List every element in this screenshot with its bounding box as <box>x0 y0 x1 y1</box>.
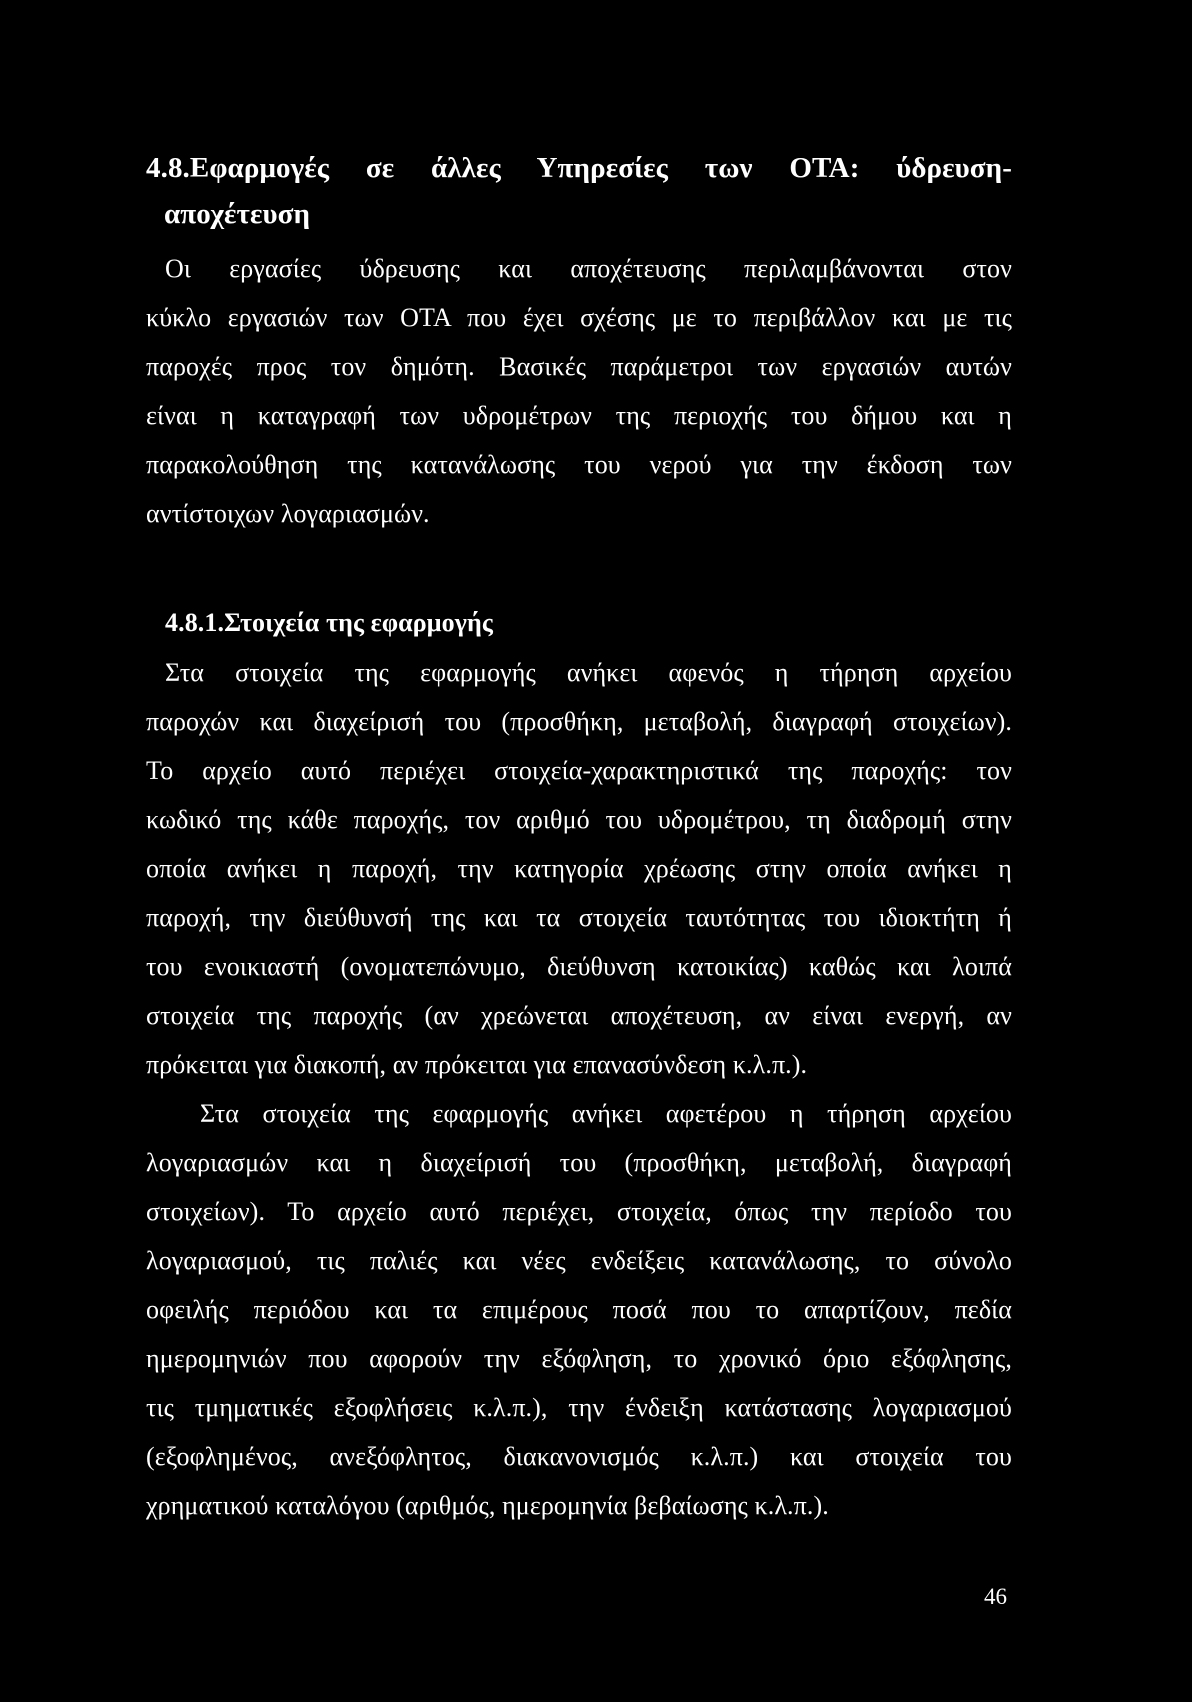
section-heading-line-1: 4.8.Εφαρμογές σε άλλες Υπηρεσίες των ΟΤΑ: ύδρευση- <box>146 152 1012 184</box>
body-line-13: λογαριασμού, τις παλιές και νέες ενδείξεις κατανάλωσης, το σύνολο <box>146 1246 1012 1275</box>
subsection-heading: 4.8.1.Στοιχεία της εφαρμογής <box>165 608 493 637</box>
intro-line-5: παρακολούθηση της κατανάλωσης του νερού για την έκδοση των <box>146 450 1012 479</box>
body-line-16: τις τμηματικές εξοφλήσεις κ.λ.π.), την ένδειξη κατάστασης λογαριασμού <box>146 1393 1012 1422</box>
page-number: 46 <box>984 1584 1007 1609</box>
body-line-12: στοιχείων). Το αρχείο αυτό περιέχει, στοιχεία, όπως την περίοδο του <box>146 1197 1012 1226</box>
intro-line-3: παροχές προς τον δημότη. Βασικές παράμετροι των εργασιών αυτών <box>146 352 1012 381</box>
body-line-18: χρηματικού καταλόγου (αριθμός, ημερομηνία βεβαίωσης κ.λ.π.). <box>146 1491 829 1520</box>
body-line-6: παροχή, την διεύθυνσή της και τα στοιχεία ταυτότητας του ιδιοκτήτη ή <box>146 903 1012 932</box>
intro-line-1: Οι εργασίες ύδρευσης και αποχέτευσης περιλαμβάνονται στον <box>165 254 1012 283</box>
body-line-8: στοιχεία της παροχής (αν χρεώνεται αποχέτευση, αν είναι ενεργή, αν <box>146 1001 1012 1030</box>
body-line-3: Το αρχείο αυτό περιέχει στοιχεία-χαρακτηριστικά της παροχής: τον <box>146 756 1012 785</box>
body-line-11: λογαριασμών και η διαχείρισή του (προσθήκη, μεταβολή, διαγραφή <box>146 1148 1012 1177</box>
body-line-2: παροχών και διαχείρισή του (προσθήκη, μεταβολή, διαγραφή στοιχείων). <box>146 707 1012 736</box>
body-line-14: οφειλής περιόδου και τα επιμέρους ποσά που το απαρτίζουν, πεδία <box>146 1295 1012 1324</box>
body-line-5: οποία ανήκει η παροχή, την κατηγορία χρέωσης στην οποία ανήκει η <box>146 854 1012 883</box>
intro-line-4: είναι η καταγραφή των υδρομέτρων της περιοχής του δήμου και η <box>146 401 1012 430</box>
body-line-4: κωδικό της κάθε παροχής, τον αριθμό του υδρομέτρου, τη διαδρομή στην <box>146 805 1012 834</box>
body-line-15: ημερομηνιών που αφορούν την εξόφληση, το χρονικό όριο εξόφλησης, <box>146 1344 1012 1373</box>
body-line-1: Στα στοιχεία της εφαρμογής ανήκει αφενός η τήρηση αρχείου <box>165 658 1012 687</box>
body-line-10: Στα στοιχεία της εφαρμογής ανήκει αφετέρου η τήρηση αρχείου <box>200 1099 1012 1128</box>
intro-line-2: κύκλο εργασιών των ΟΤΑ που έχει σχέσης με το περιβάλλον και με τις <box>146 303 1012 332</box>
intro-line-6: αντίστοιχων λογαριασμών. <box>146 499 430 528</box>
body-line-9: πρόκειται για διακοπή, αν πρόκειται για επανασύνδεση κ.λ.π.). <box>146 1050 808 1079</box>
body-line-17: (εξοφλημένος, ανεξόφλητος, διακανονισμός κ.λ.π.) και στοιχεία του <box>146 1442 1012 1471</box>
body-line-7: του ενοικιαστή (ονοματεπώνυμο, διεύθυνση κατοικίας) καθώς και λοιπά <box>146 952 1012 981</box>
section-heading-line-2: αποχέτευση <box>164 198 311 230</box>
